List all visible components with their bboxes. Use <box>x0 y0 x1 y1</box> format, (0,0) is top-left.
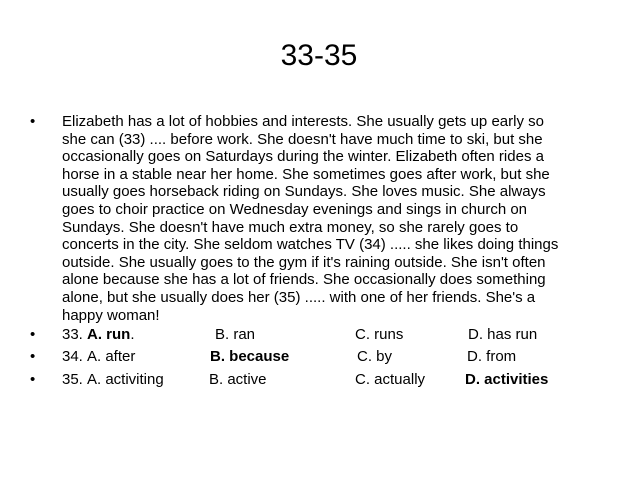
question-number: 35. <box>62 370 83 388</box>
option-a: A. after <box>87 348 136 366</box>
passage-line: alone, but she usually does her (35) ..... with one of her friends. She's a <box>62 288 536 306</box>
passage-line: occasionally goes on Saturdays during the winter. Elizabeth often rides a <box>62 148 544 166</box>
bullet-icon: • <box>30 370 36 388</box>
question-34-row <box>30 346 610 368</box>
bullet-icon: • <box>30 348 36 366</box>
option-c: C. runs <box>355 326 404 344</box>
passage-line: horse in a stable near her home. She sometimes goes after work, but she <box>62 165 550 183</box>
bullet-list <box>30 113 610 391</box>
passage-line: usually goes horseback riding on Sundays. She loves music. She always <box>62 183 546 201</box>
option-a: A. activiting <box>87 370 164 388</box>
passage-line: Elizabeth has a lot of hobbies and interests. She usually gets up early so <box>62 113 544 130</box>
question-33-row <box>30 324 610 346</box>
passage-line: happy woman! <box>62 306 160 324</box>
question-number: 33. <box>62 326 83 344</box>
option-d: D. has run <box>468 326 538 344</box>
option-b: B. because <box>210 348 290 366</box>
option-c: C. by <box>357 348 393 366</box>
option-a <box>87 324 135 346</box>
question-35-row <box>30 369 610 391</box>
passage-line: goes to choir practice on Wednesday evenings and sings in church on <box>62 200 528 218</box>
passage-line: concerts in the city. She seldom watches TV (34) ..... she likes doing things <box>62 236 559 254</box>
passage-bullet <box>30 113 610 324</box>
option-b: B. active <box>209 370 267 388</box>
option-a-suffix: . <box>130 326 135 344</box>
passage-line: she can (33) .... before work. She doesn't have much time to ski, but she <box>62 130 543 148</box>
option-b: B. ran <box>215 326 256 344</box>
bullet-icon: • <box>30 326 36 344</box>
option-c: C. actually <box>355 370 426 388</box>
option-d: D. activities <box>465 370 549 388</box>
option-a-text: A. run <box>87 326 131 344</box>
passage-line: outside. She usually goes to the gym if it's raining outside. She isn't often <box>62 253 546 271</box>
question-number: 34. <box>62 348 83 366</box>
passage-line: Sundays. She doesn't have much extra money, so she rarely goes to <box>62 218 519 236</box>
slide-title: 33-35 <box>280 39 358 72</box>
bullet-icon: • <box>30 113 36 130</box>
passage-line: alone because she has a lot of friends. She occasionally does something <box>62 271 546 289</box>
option-d: D. from <box>467 348 517 366</box>
